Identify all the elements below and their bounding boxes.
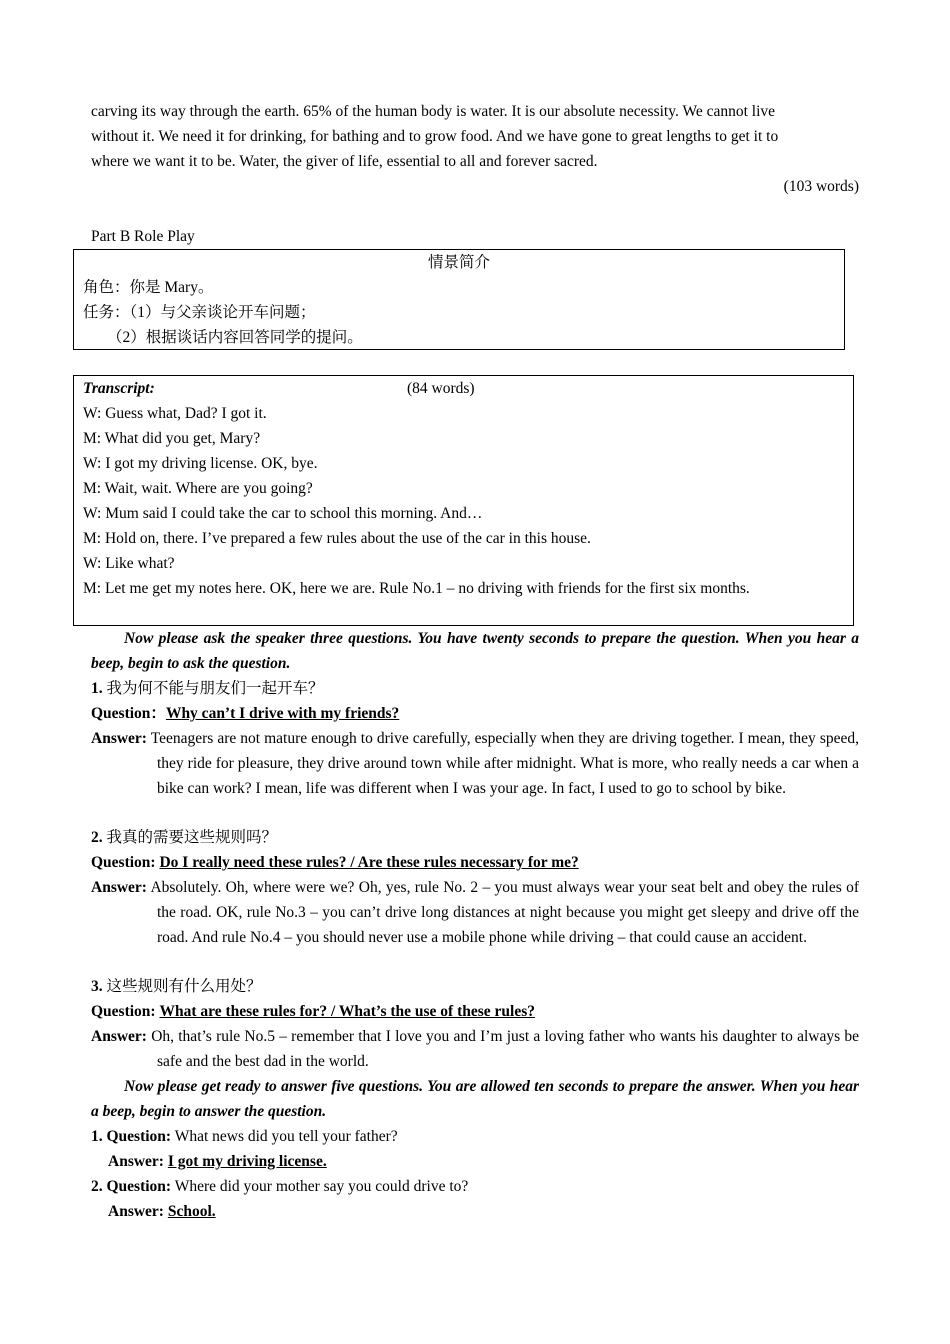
question-text: Why can’t I drive with my friends?: [165, 705, 400, 722]
passage-line-3: where we want it to be. Water, the giver of life, essential to all and forever sacred.: [91, 153, 598, 170]
scenario-box: [73, 249, 845, 350]
part-b-heading: Part B Role Play: [91, 228, 195, 245]
ask-prompt-2: [91, 825, 859, 850]
ask-answer-1: [91, 726, 859, 801]
transcript-line: M: What did you get, Mary?: [83, 430, 261, 447]
scenario-role: 角色：你是 Mary。: [83, 279, 214, 296]
answer-answer-1: [108, 1149, 876, 1174]
ask-question-3: [91, 999, 859, 1024]
ask-instruction: Now please ask the speaker three questions. You have twenty seconds to prepare the question. When you hear a beep, begin to ask the question.: [91, 630, 859, 672]
ask-question-2: [91, 850, 859, 875]
question-label: Question:: [106, 1178, 172, 1195]
transcript-label: Transcript:: [83, 380, 155, 397]
item-number: 3.: [91, 978, 103, 995]
scenario-task-2: （2）根据谈话内容回答同学的提问。: [107, 329, 363, 346]
scenario-title: 情景简介: [427, 254, 490, 271]
question-text: What news did you tell your father?: [174, 1128, 398, 1145]
prompt-text: 这些规则有什么用处？: [106, 978, 262, 995]
answer-label: Answer:: [91, 1028, 147, 1045]
question-text: Where did your mother say you could drive to?: [174, 1178, 469, 1195]
transcript-line: W: Guess what, Dad? I got it.: [83, 405, 267, 422]
question-label: Question:: [106, 1128, 172, 1145]
scenario-task: 任务：（1）与父亲谈论开车问题；: [83, 304, 316, 321]
answer-label: Answer:: [91, 730, 147, 747]
ask-answer-3: [91, 1024, 859, 1074]
answer-text: Teenagers are not mature enough to drive carefully, especially when they are driving together. I mean, they speed, they ride for pleasure, they drive around town while after midnight. What is more, who really needs a car when a bike can work? I mean, life was different when I was your age. In fact, I used to go to school by bike.: [150, 730, 859, 797]
passage-word-count: (103 words): [783, 178, 859, 195]
answer-label: Answer:: [108, 1153, 164, 1170]
ask-prompt-1: [91, 676, 859, 701]
ask-question-1: [91, 701, 859, 726]
transcript-line: W: Mum said I could take the car to school this morning. And…: [83, 505, 483, 522]
transcript-line: M: Let me get my notes here. OK, here we are. Rule No.1 – no driving with friends for the first six months.: [83, 580, 750, 597]
transcript-word-count: (84 words): [407, 380, 475, 397]
question-label: Question：: [91, 705, 166, 722]
ask-answer-2: [91, 875, 859, 950]
transcript-box: [73, 375, 854, 626]
question-label: Question:: [91, 1003, 156, 1020]
item-number: 1.: [91, 1128, 103, 1145]
question-text: Do I really need these rules? / Are these rules necessary for me?: [159, 854, 579, 871]
ask-prompt-3: [91, 974, 859, 999]
transcript-line: M: Hold on, there. I’ve prepared a few rules about the use of the car in this house.: [83, 530, 591, 547]
answer-text: Absolutely. Oh, where were we? Oh, yes, rule No. 2 – you must always wear your seat belt and obey the rules of the road. OK, rule No.3 – you can’t drive long distances at night because you might get sleepy and drive off the road. And rule No.4 – you should never use a mobile phone while driving – that could cause an accident.: [150, 879, 859, 946]
passage-line-2: without it. We need it for drinking, for bathing and to grow food. And we have gone to great lengths to get it to: [91, 128, 779, 145]
answer-text: Oh, that’s rule No.5 – remember that I love you and I’m just a loving father who wants his daughter to always be safe and the best dad in the world.: [151, 1028, 859, 1070]
answer-question-1: [91, 1124, 859, 1149]
prompt-text: 我为何不能与朋友们一起开车？: [106, 680, 324, 697]
transcript-line: M: Wait, wait. Where are you going?: [83, 480, 313, 497]
prompt-text: 我真的需要这些规则吗？: [106, 829, 278, 846]
transcript-line: W: Like what?: [83, 555, 175, 572]
answer-label: Answer:: [91, 879, 147, 896]
answer-instruction: Now please get ready to answer five questions. You are allowed ten seconds to prepare the answer. When you hear a beep, begin to answer the question.: [91, 1078, 859, 1120]
answer-text: School.: [167, 1203, 216, 1220]
question-label: Question:: [91, 854, 156, 871]
item-number: 2.: [91, 1178, 103, 1195]
passage-line-1: carving its way through the earth. 65% of the human body is water. It is our absolute necessity. We cannot live: [91, 103, 776, 120]
item-number: 2.: [91, 829, 103, 846]
answer-label: Answer:: [108, 1203, 164, 1220]
question-text: What are these rules for? / What’s the use of these rules?: [159, 1003, 536, 1020]
answer-question-2: [91, 1174, 859, 1199]
answer-answer-2: [108, 1199, 876, 1224]
item-number: 1.: [91, 680, 103, 697]
answer-text: I got my driving license.: [167, 1153, 327, 1170]
transcript-line: W: I got my driving license. OK, bye.: [83, 455, 318, 472]
